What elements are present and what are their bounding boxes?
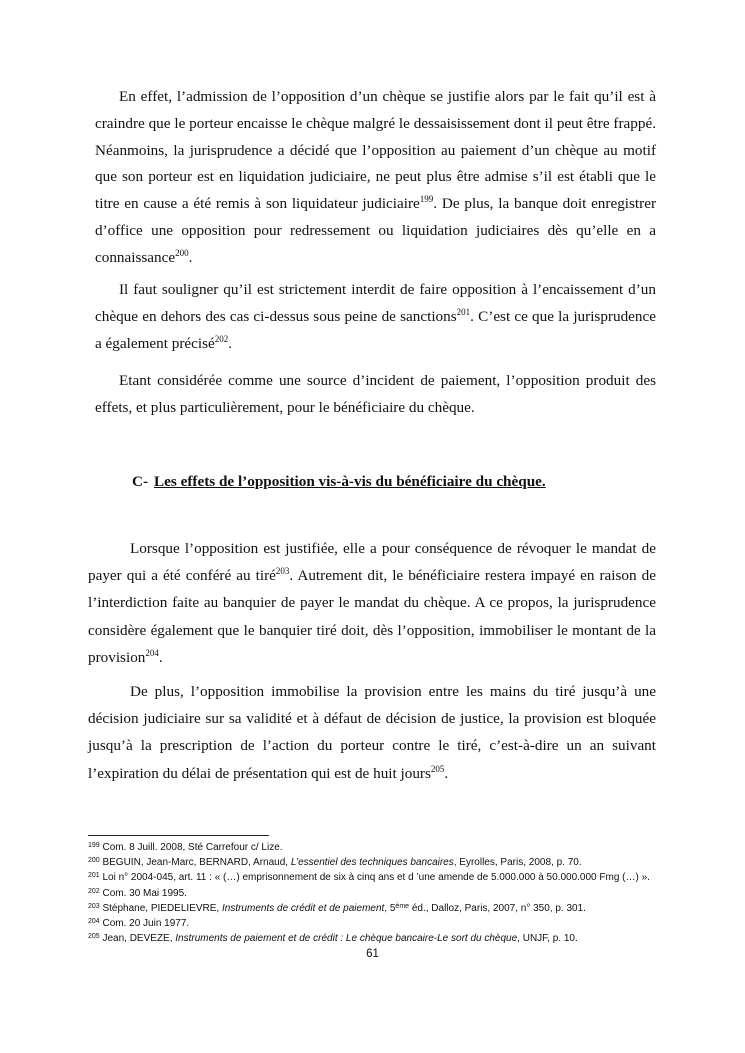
paragraph-text: En effet, l’admission de l’opposition d’un chèque se justifie alors par le fait qu’il est à craindre que le porteur encaisse le chèque malgré le dessaisissement dont il peut être frappé. Néanmoins, la jurisprudence a décidé que l’opposition au paiement d’un chèque au motif que son porteur est en liquidation judiciaire, ne peut plus être admise s’il est établi que le titre en cause a été remis à son liquidateur judiciaire — [95, 88, 656, 213]
footnote-number: 204 — [88, 918, 100, 926]
page-number: 61 — [366, 948, 379, 960]
footnote-number: 200 — [88, 857, 100, 865]
paragraph-text: . — [444, 764, 449, 782]
section-label: C- — [132, 473, 149, 490]
paragraph-interdiction-opposition — [95, 277, 656, 357]
footnote-book-title: Instruments de crédit et de paiement — [221, 902, 385, 914]
footnote-number: 203 — [88, 902, 100, 910]
footnote-text: , Eyrolles, Paris, 2008, p. 70. — [453, 857, 582, 869]
footnote-number: 205 — [88, 933, 100, 941]
section-heading — [132, 473, 546, 491]
footnote-ref-202[interactable]: 202 — [214, 333, 229, 344]
footnote-204 — [88, 916, 656, 931]
paragraph-text: . — [158, 648, 163, 666]
footnote-number: 202 — [88, 887, 100, 895]
footnote-200 — [88, 855, 656, 870]
footnote-text: Loi n° 2004-045, art. 11 : « (…) emprisonnement de six à cinq ans et d ’une amende de 5.000.000 à 50.000.000 Fmg (…) ». — [99, 872, 650, 884]
footnote-205 — [88, 931, 656, 946]
footnote-text: Stéphane, PIEDELIEVRE, — [99, 902, 222, 914]
footnote-book-title: Instruments de paiement et de crédit : Le chèque bancaire-Le sort du chèque — [175, 933, 518, 945]
footnote-ref-204[interactable]: 204 — [145, 647, 159, 658]
paragraph-admission-opposition — [95, 84, 656, 272]
footnote-separator — [88, 835, 269, 836]
footnote-203 — [88, 901, 656, 916]
paragraph-text: Etant considérée comme une source d’incident de paiement, l’opposition produit des effets, et plus particulièrement, pour le bénéficiaire du chèque. — [95, 372, 656, 416]
footnote-number: 201 — [88, 872, 100, 880]
footnote-ref-199[interactable]: 199 — [419, 194, 434, 205]
paragraph-incident-paiement — [95, 368, 656, 422]
footnote-text: Com. 8 Juill. 2008, Sté Carrefour c/ Lize. — [99, 842, 283, 853]
footnote-text: Com. 30 Mai 1995. — [99, 887, 187, 899]
footnote-text: éd., Dalloz, Paris, 2007, n° 350, p. 301. — [409, 902, 586, 914]
paragraph-text: . Autrement dit, le bénéficiaire restera impayé en raison de l’interdiction faite au banquier de payer le mandat du chèque. A ce propos, la jurisprudence considère également que le banquier tiré doit, dès l’opposition, immobiliser le montant de la provision — [88, 567, 656, 666]
footnotes — [88, 840, 656, 946]
footnote-text: , UNJF, p. 10. — [517, 933, 578, 945]
paragraph-text: . C’est ce que la jurisprudence a également précisé — [95, 307, 656, 352]
footnote-book-title: L’essentiel des techniques bancaires — [290, 857, 454, 869]
footnote-202 — [88, 886, 656, 901]
footnote-text: BEGUIN, Jean-Marc, BERNARD, Arnaud, — [99, 857, 291, 869]
paragraph-immobilisation-provision — [88, 678, 656, 787]
footnote-199 — [88, 840, 656, 855]
footnote-ref-205[interactable]: 205 — [430, 763, 445, 774]
paragraph-text: Lorsque l’opposition est justifiée, elle a pour conséquence de révoquer le mandat de payer qui a été conféré au tiré — [88, 540, 656, 585]
footnote-text: Com. 20 Juin 1977. — [99, 918, 190, 930]
paragraph-text: . — [228, 334, 233, 352]
footnote-text: Jean, DEVEZE, — [99, 933, 176, 945]
paragraph-text: . — [188, 248, 193, 266]
paragraph-text: De plus, l’opposition immobilise la provision entre les mains du tiré jusqu’à une décision judiciaire sur sa validité et à défaut de décision de justice, la provision est bloquée jusqu’à la prescription de l’action du porteur contre le tiré, c’est-à-dire un an suivant l’expiration du délai de présentation qui est de huit jours — [88, 683, 656, 782]
footnote-ref-201[interactable]: 201 — [456, 306, 471, 317]
paragraph-revocation-mandat — [88, 535, 656, 671]
footnote-number: 199 — [88, 842, 100, 849]
section-title: Les effets de l’opposition vis-à-vis du bénéficiaire du chèque. — [154, 473, 546, 490]
footnote-201 — [88, 870, 656, 885]
paragraph-text: Il faut souligner qu’il est strictement interdit de faire opposition à l’encaissement d’un chèque en dehors des cas ci-dessus sous peine de sanctions — [95, 281, 656, 325]
footnote-ordinal: ème — [395, 902, 410, 910]
footnote-ref-200[interactable]: 200 — [175, 247, 189, 258]
paragraph-text: . De plus, la banque doit enregistrer d’office une opposition pour redressement ou liquidation judiciaires dès qu’elle en a connaissance — [95, 195, 657, 266]
footnote-text: , 5 — [384, 902, 396, 914]
footnote-ref-203[interactable]: 203 — [275, 566, 290, 577]
